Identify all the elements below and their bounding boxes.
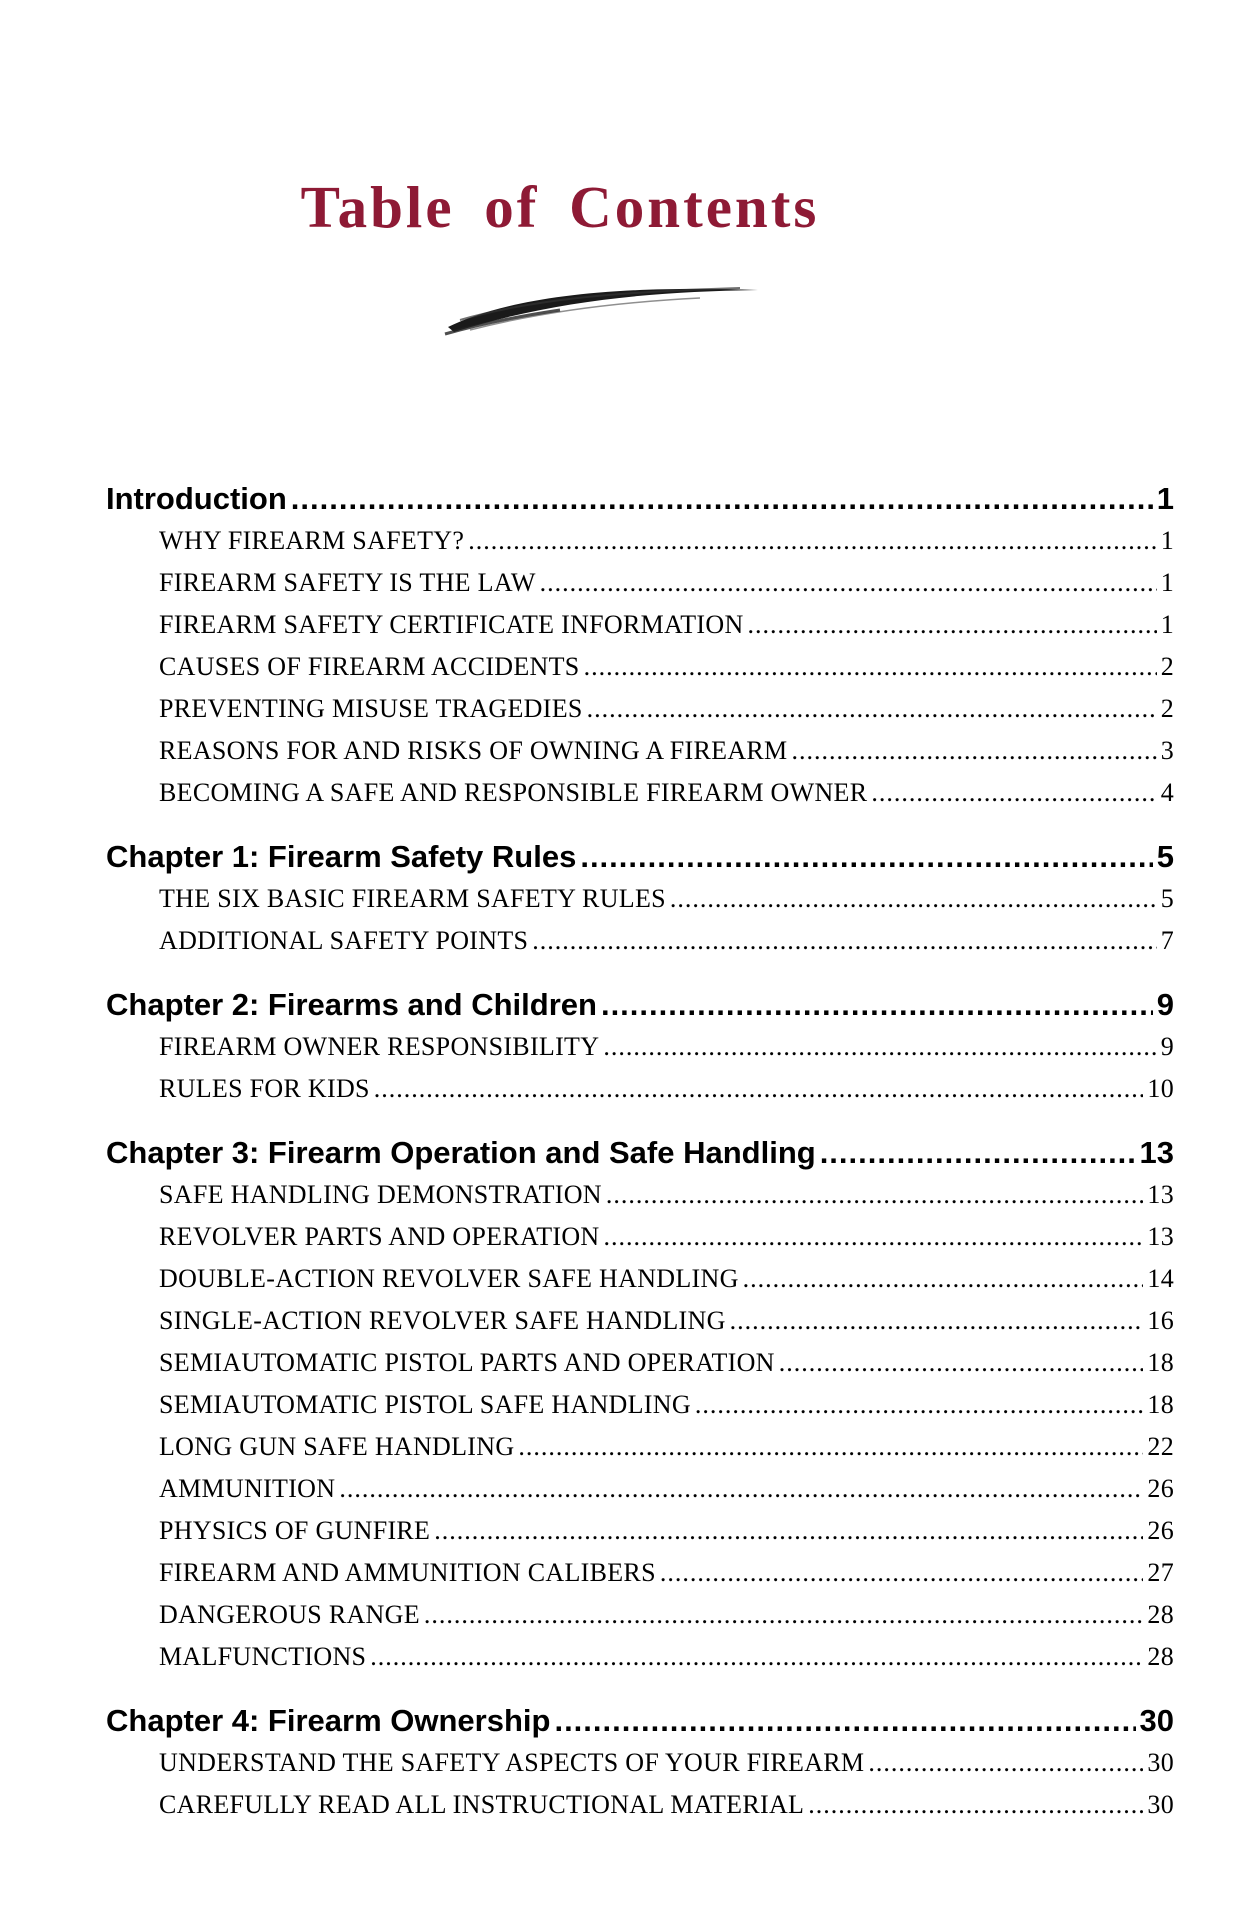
toc-section: [106, 836, 1174, 962]
entry-page-number: 22: [1147, 1432, 1174, 1461]
entry-page-number: 4: [1160, 778, 1174, 807]
toc-chapter-heading[interactable]: [106, 836, 1174, 878]
dot-leader: [606, 1174, 1144, 1216]
dot-leader: [434, 1510, 1143, 1552]
entry-page-number: 18: [1147, 1348, 1174, 1377]
toc-entry[interactable]: [106, 688, 1174, 730]
entry-title: FIREARM OWNER RESPONSIBILITY: [159, 1032, 600, 1061]
dot-leader: [748, 604, 1157, 646]
dot-leader: [554, 1700, 1135, 1742]
entry-title: BECOMING A SAFE AND RESPONSIBLE FIREARM OWNER: [159, 778, 868, 807]
dot-leader: [374, 1068, 1144, 1110]
entry-page-number: 13: [1147, 1180, 1174, 1209]
toc-entry[interactable]: [106, 1258, 1174, 1300]
dot-leader: [424, 1594, 1143, 1636]
dot-leader: [603, 1026, 1156, 1068]
dot-leader: [871, 772, 1156, 814]
dot-leader: [670, 878, 1157, 920]
entry-page-number: 27: [1147, 1558, 1174, 1587]
entry-page-number: 3: [1160, 736, 1174, 765]
toc-entry[interactable]: [106, 1742, 1174, 1784]
entry-page-number: 18: [1147, 1390, 1174, 1419]
toc-section: [106, 1700, 1174, 1826]
toc-entry[interactable]: [106, 1510, 1174, 1552]
dot-leader: [660, 1552, 1144, 1594]
dot-leader: [291, 478, 1153, 520]
entry-page-number: 14: [1147, 1264, 1174, 1293]
toc-entry[interactable]: [106, 1068, 1174, 1110]
chapter-page-number: 30: [1139, 1703, 1174, 1738]
entry-title: AMMUNITION: [159, 1474, 336, 1503]
dot-leader: [468, 520, 1157, 562]
toc-entry[interactable]: [106, 1300, 1174, 1342]
dot-leader: [808, 1784, 1143, 1826]
entry-title: PREVENTING MISUSE TRAGEDIES: [159, 694, 583, 723]
dot-leader: [584, 646, 1157, 688]
entry-title: SINGLE-ACTION REVOLVER SAFE HANDLING: [159, 1306, 726, 1335]
chapter-page-number: 9: [1156, 987, 1174, 1022]
toc-chapter-heading[interactable]: [106, 1700, 1174, 1742]
chapter-page-number: 5: [1156, 839, 1174, 874]
toc-section: [106, 984, 1174, 1110]
toc-chapter-heading[interactable]: [106, 1132, 1174, 1174]
entry-page-number: 13: [1147, 1222, 1174, 1251]
toc-entry[interactable]: [106, 1174, 1174, 1216]
chapter-title: Chapter 2: Firearms and Children: [106, 987, 597, 1022]
chapter-title: Chapter 1: Firearm Safety Rules: [106, 839, 577, 874]
toc-entry[interactable]: [106, 1468, 1174, 1510]
entry-page-number: 1: [1160, 568, 1174, 597]
entry-title: UNDERSTAND THE SAFETY ASPECTS OF YOUR FIREARM: [159, 1748, 865, 1777]
brush-stroke-decoration: [440, 272, 770, 342]
toc-section: [106, 478, 1174, 814]
chapter-title: Introduction: [106, 481, 287, 516]
entry-page-number: 9: [1160, 1032, 1174, 1061]
dot-leader: [791, 730, 1156, 772]
toc-entry[interactable]: [106, 1216, 1174, 1258]
entry-page-number: 2: [1160, 652, 1174, 681]
dot-leader: [518, 1426, 1143, 1468]
toc-entry[interactable]: [106, 1426, 1174, 1468]
dot-leader: [601, 984, 1153, 1026]
toc-chapter-heading[interactable]: [106, 984, 1174, 1026]
entry-title: FIREARM AND AMMUNITION CALIBERS: [159, 1558, 656, 1587]
entry-title: SEMIAUTOMATIC PISTOL PARTS AND OPERATION: [159, 1348, 775, 1377]
entry-title: ADDITIONAL SAFETY POINTS: [159, 926, 529, 955]
entry-title: CAUSES OF FIREARM ACCIDENTS: [159, 652, 580, 681]
page-title: Table of Contents: [300, 174, 820, 240]
entry-page-number: 16: [1147, 1306, 1174, 1335]
entry-title: RULES FOR KIDS: [159, 1074, 370, 1103]
dot-leader: [743, 1258, 1144, 1300]
toc-entry[interactable]: [106, 604, 1174, 646]
entry-title: REASONS FOR AND RISKS OF OWNING A FIREARM: [159, 736, 788, 765]
dot-leader: [730, 1300, 1144, 1342]
entry-page-number: 1: [1160, 610, 1174, 639]
dot-leader: [779, 1342, 1144, 1384]
entry-title: SEMIAUTOMATIC PISTOL SAFE HANDLING: [159, 1390, 691, 1419]
dot-leader: [820, 1132, 1136, 1174]
entry-title: CAREFULLY READ ALL INSTRUCTIONAL MATERIAL: [159, 1790, 805, 1819]
chapter-page-number: 1: [1156, 481, 1174, 516]
chapter-title: Chapter 4: Firearm Ownership: [106, 1703, 551, 1738]
chapter-page-number: 13: [1139, 1135, 1174, 1170]
dot-leader: [580, 836, 1152, 878]
dot-leader: [695, 1384, 1143, 1426]
entry-page-number: 10: [1147, 1074, 1174, 1103]
toc-entry[interactable]: [106, 920, 1174, 962]
toc-entry[interactable]: [106, 646, 1174, 688]
entry-title: WHY FIREARM SAFETY?: [159, 526, 465, 555]
entry-title: FIREARM SAFETY IS THE LAW: [159, 568, 536, 597]
entry-page-number: 30: [1147, 1748, 1174, 1777]
entry-title: LONG GUN SAFE HANDLING: [159, 1432, 515, 1461]
toc-chapter-heading[interactable]: [106, 478, 1174, 520]
entry-title: DOUBLE-ACTION REVOLVER SAFE HANDLING: [159, 1264, 739, 1293]
entry-title: REVOLVER PARTS AND OPERATION: [159, 1222, 600, 1251]
toc-entry[interactable]: [106, 1342, 1174, 1384]
dot-leader: [339, 1468, 1143, 1510]
toc-entry[interactable]: [106, 772, 1174, 814]
dot-leader: [532, 920, 1156, 962]
entry-page-number: 26: [1147, 1474, 1174, 1503]
entry-title: SAFE HANDLING DEMONSTRATION: [159, 1180, 602, 1209]
toc-entry[interactable]: [106, 1026, 1174, 1068]
entry-page-number: 28: [1147, 1600, 1174, 1629]
toc-entry[interactable]: [106, 1384, 1174, 1426]
entry-title: DANGEROUS RANGE: [159, 1600, 420, 1629]
toc-section: [106, 1132, 1174, 1678]
entry-page-number: 2: [1160, 694, 1174, 723]
toc-entry[interactable]: [106, 1784, 1174, 1826]
entry-page-number: 28: [1147, 1642, 1174, 1671]
toc-entry[interactable]: [106, 1636, 1174, 1678]
entry-page-number: 7: [1160, 926, 1174, 955]
toc-entry[interactable]: [106, 730, 1174, 772]
entry-page-number: 1: [1160, 526, 1174, 555]
entry-title: THE SIX BASIC FIREARM SAFETY RULES: [159, 884, 666, 913]
toc-entry[interactable]: [106, 562, 1174, 604]
table-of-contents: [106, 478, 1174, 1848]
dot-leader: [604, 1216, 1144, 1258]
entry-title: PHYSICS OF GUNFIRE: [159, 1516, 431, 1545]
entry-title: FIREARM SAFETY CERTIFICATE INFORMATION: [159, 610, 744, 639]
entry-page-number: 26: [1147, 1516, 1174, 1545]
dot-leader: [868, 1742, 1143, 1784]
toc-entry[interactable]: [106, 520, 1174, 562]
dot-leader: [540, 562, 1157, 604]
entry-title: MALFUNCTIONS: [159, 1642, 367, 1671]
toc-entry[interactable]: [106, 878, 1174, 920]
dot-leader: [370, 1636, 1143, 1678]
chapter-title: Chapter 3: Firearm Operation and Safe Handling: [106, 1135, 816, 1170]
dot-leader: [587, 688, 1157, 730]
toc-entry[interactable]: [106, 1594, 1174, 1636]
toc-entry[interactable]: [106, 1552, 1174, 1594]
entry-page-number: 5: [1160, 884, 1174, 913]
entry-page-number: 30: [1147, 1790, 1174, 1819]
